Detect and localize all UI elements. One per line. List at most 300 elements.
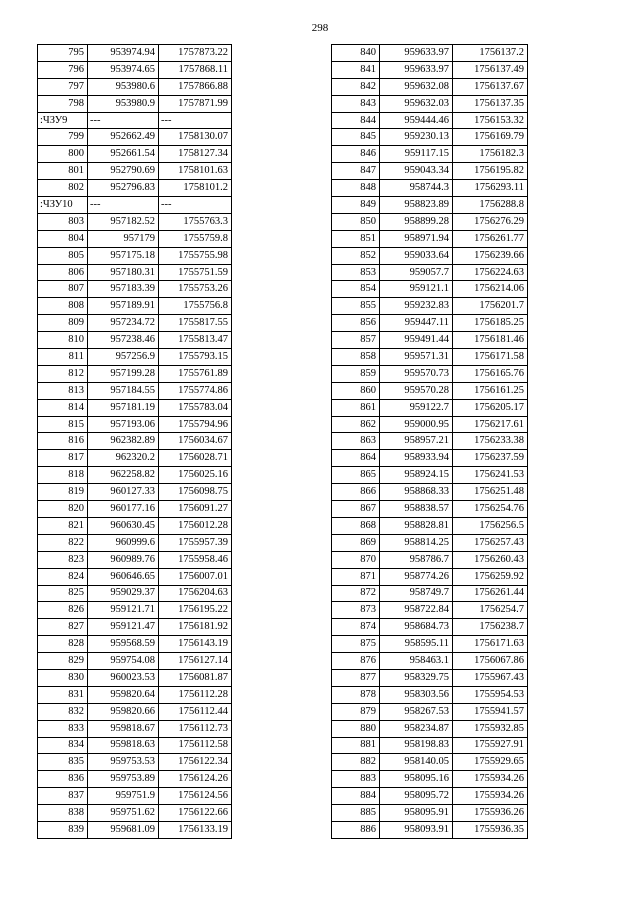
y-coordinate-cell: 1756257.43: [453, 534, 528, 551]
y-coordinate-cell: 1756195.22: [159, 602, 232, 619]
coordinates-table-left: [37, 44, 232, 839]
table-row: [332, 720, 528, 737]
point-number-cell: 836: [38, 771, 88, 788]
point-number-cell: 799: [38, 129, 88, 146]
x-coordinate-cell: 959818.63: [88, 737, 159, 754]
y-coordinate-cell: 1755936.26: [453, 805, 528, 822]
point-number-cell: 876: [332, 653, 380, 670]
x-coordinate-cell: 959751.62: [88, 805, 159, 822]
table-row: [38, 636, 232, 653]
point-number-cell: :ЧЗУ9: [38, 112, 88, 129]
y-coordinate-cell: 1756182.3: [453, 146, 528, 163]
point-number-cell: 858: [332, 349, 380, 366]
y-coordinate-cell: 1756276.29: [453, 213, 528, 230]
table-row: [38, 467, 232, 484]
x-coordinate-cell: 958303.56: [380, 686, 453, 703]
point-number-cell: 819: [38, 484, 88, 501]
y-coordinate-cell: 1755783.04: [159, 399, 232, 416]
y-coordinate-cell: 1756165.76: [453, 365, 528, 382]
y-coordinate-cell: 1756256.5: [453, 517, 528, 534]
y-coordinate-cell: 1756007.01: [159, 568, 232, 585]
y-coordinate-cell: 1758101.63: [159, 163, 232, 180]
y-coordinate-cell: 1756112.44: [159, 703, 232, 720]
y-coordinate-cell: 1756124.56: [159, 788, 232, 805]
y-coordinate-cell: 1755753.26: [159, 281, 232, 298]
x-coordinate-cell: 959117.15: [380, 146, 453, 163]
point-number-cell: 818: [38, 467, 88, 484]
x-coordinate-cell: 953980.9: [88, 95, 159, 112]
table-row: [38, 230, 232, 247]
y-coordinate-cell: 1756181.46: [453, 332, 528, 349]
table-row: [38, 788, 232, 805]
y-coordinate-cell: 1756161.25: [453, 382, 528, 399]
table-row: [38, 247, 232, 264]
table-row: [332, 332, 528, 349]
point-number-cell: 810: [38, 332, 88, 349]
table-row: [332, 568, 528, 585]
point-number-cell: 854: [332, 281, 380, 298]
point-number-cell: 846: [332, 146, 380, 163]
x-coordinate-cell: 953974.65: [88, 61, 159, 78]
y-coordinate-cell: 1755774.86: [159, 382, 232, 399]
table-row: [38, 399, 232, 416]
point-number-cell: 802: [38, 180, 88, 197]
y-coordinate-cell: 1755927.91: [453, 737, 528, 754]
x-coordinate-cell: 959568.59: [88, 636, 159, 653]
table-row: [332, 281, 528, 298]
table-row: [332, 450, 528, 467]
point-number-cell: 825: [38, 585, 88, 602]
point-number-cell: 874: [332, 619, 380, 636]
x-coordinate-cell: 958868.33: [380, 484, 453, 501]
table-row: [38, 129, 232, 146]
x-coordinate-cell: 953980.6: [88, 78, 159, 95]
table-row: [332, 45, 528, 62]
point-number-cell: 886: [332, 821, 380, 838]
x-coordinate-cell: 959571.31: [380, 349, 453, 366]
coordinates-table-right: [331, 44, 528, 839]
x-coordinate-cell: 958924.15: [380, 467, 453, 484]
y-coordinate-cell: 1756260.43: [453, 551, 528, 568]
table-row: [38, 433, 232, 450]
point-number-cell: 879: [332, 703, 380, 720]
point-number-cell: 831: [38, 686, 88, 703]
point-number-cell: 843: [332, 95, 380, 112]
x-coordinate-cell: 957234.72: [88, 315, 159, 332]
table-row: [332, 95, 528, 112]
table-row: [332, 433, 528, 450]
table-row: [332, 416, 528, 433]
point-number-cell: 839: [38, 821, 88, 838]
x-coordinate-cell: 960989.76: [88, 551, 159, 568]
table-row: [332, 517, 528, 534]
point-number-cell: 821: [38, 517, 88, 534]
y-coordinate-cell: ---: [159, 197, 232, 214]
table-row: [38, 332, 232, 349]
x-coordinate-cell: 959820.64: [88, 686, 159, 703]
table-row: [38, 349, 232, 366]
table-row: [332, 264, 528, 281]
x-coordinate-cell: 958463.1: [380, 653, 453, 670]
table-row: [332, 349, 528, 366]
x-coordinate-cell: 960999.6: [88, 534, 159, 551]
table-row: [332, 315, 528, 332]
x-coordinate-cell: ---: [88, 197, 159, 214]
y-coordinate-cell: 1756254.7: [453, 602, 528, 619]
point-number-cell: 812: [38, 365, 88, 382]
point-number-cell: 866: [332, 484, 380, 501]
y-coordinate-cell: 1756124.26: [159, 771, 232, 788]
table-row: [332, 737, 528, 754]
y-coordinate-cell: 1756137.49: [453, 61, 528, 78]
y-coordinate-cell: 1755929.65: [453, 754, 528, 771]
x-coordinate-cell: 957175.18: [88, 247, 159, 264]
x-coordinate-cell: 958744.3: [380, 180, 453, 197]
point-number-cell: 817: [38, 450, 88, 467]
x-coordinate-cell: 962382.89: [88, 433, 159, 450]
table-row: [38, 416, 232, 433]
y-coordinate-cell: ---: [159, 112, 232, 129]
x-coordinate-cell: 957189.91: [88, 298, 159, 315]
point-number-cell: 849: [332, 197, 380, 214]
table-row: [332, 197, 528, 214]
table-row: [332, 754, 528, 771]
x-coordinate-cell: 958095.16: [380, 771, 453, 788]
x-coordinate-cell: 960646.65: [88, 568, 159, 585]
point-number-cell: 840: [332, 45, 380, 62]
x-coordinate-cell: 959491.44: [380, 332, 453, 349]
y-coordinate-cell: 1756171.63: [453, 636, 528, 653]
point-number-cell: 835: [38, 754, 88, 771]
y-coordinate-cell: 1756293.11: [453, 180, 528, 197]
point-number-cell: 880: [332, 720, 380, 737]
y-coordinate-cell: 1756217.61: [453, 416, 528, 433]
y-coordinate-cell: 1756012.28: [159, 517, 232, 534]
point-number-cell: 878: [332, 686, 380, 703]
table-row: [38, 365, 232, 382]
x-coordinate-cell: 960023.53: [88, 669, 159, 686]
point-number-cell: 847: [332, 163, 380, 180]
x-coordinate-cell: 959633.97: [380, 61, 453, 78]
point-number-cell: 870: [332, 551, 380, 568]
point-number-cell: 873: [332, 602, 380, 619]
x-coordinate-cell: 952661.54: [88, 146, 159, 163]
table-row: [38, 95, 232, 112]
y-coordinate-cell: 1755793.15: [159, 349, 232, 366]
x-coordinate-cell: 958684.73: [380, 619, 453, 636]
y-coordinate-cell: 1755958.46: [159, 551, 232, 568]
point-number-cell: 801: [38, 163, 88, 180]
y-coordinate-cell: 1755967.43: [453, 669, 528, 686]
point-number-cell: 834: [38, 737, 88, 754]
table-row: [332, 636, 528, 653]
table-row: [332, 112, 528, 129]
y-coordinate-cell: 1756127.14: [159, 653, 232, 670]
point-number-cell: 856: [332, 315, 380, 332]
y-coordinate-cell: 1755957.39: [159, 534, 232, 551]
x-coordinate-cell: 958140.05: [380, 754, 453, 771]
point-number-cell: 823: [38, 551, 88, 568]
y-coordinate-cell: 1755934.26: [453, 771, 528, 788]
y-coordinate-cell: 1758127.34: [159, 146, 232, 163]
point-number-cell: 822: [38, 534, 88, 551]
point-number-cell: 841: [332, 61, 380, 78]
point-number-cell: 862: [332, 416, 380, 433]
point-number-cell: :ЧЗУ10: [38, 197, 88, 214]
x-coordinate-cell: 959632.08: [380, 78, 453, 95]
x-coordinate-cell: 960177.16: [88, 501, 159, 518]
point-number-cell: 881: [332, 737, 380, 754]
x-coordinate-cell: 959444.46: [380, 112, 453, 129]
table-row: [38, 298, 232, 315]
point-number-cell: 828: [38, 636, 88, 653]
table-row: [38, 264, 232, 281]
y-coordinate-cell: 1756214.06: [453, 281, 528, 298]
x-coordinate-cell: 958095.91: [380, 805, 453, 822]
y-coordinate-cell: 1755934.26: [453, 788, 528, 805]
point-number-cell: 875: [332, 636, 380, 653]
y-coordinate-cell: 1756133.19: [159, 821, 232, 838]
table-row: [38, 146, 232, 163]
x-coordinate-cell: 958267.53: [380, 703, 453, 720]
x-coordinate-cell: 962320.2: [88, 450, 159, 467]
y-coordinate-cell: 1755761.89: [159, 365, 232, 382]
point-number-cell: 844: [332, 112, 380, 129]
x-coordinate-cell: 953974.94: [88, 45, 159, 62]
table-row: [332, 129, 528, 146]
table-row: [38, 112, 232, 129]
point-number-cell: 855: [332, 298, 380, 315]
table-row: [38, 197, 232, 214]
point-number-cell: 797: [38, 78, 88, 95]
point-number-cell: 809: [38, 315, 88, 332]
table-row: [38, 78, 232, 95]
y-coordinate-cell: 1756201.7: [453, 298, 528, 315]
x-coordinate-cell: 958957.21: [380, 433, 453, 450]
y-coordinate-cell: 1756137.2: [453, 45, 528, 62]
point-number-cell: 827: [38, 619, 88, 636]
x-coordinate-cell: 959121.1: [380, 281, 453, 298]
table-row: [38, 737, 232, 754]
table-row: [332, 602, 528, 619]
x-coordinate-cell: 959029.37: [88, 585, 159, 602]
x-coordinate-cell: 959447.11: [380, 315, 453, 332]
table-row: [332, 467, 528, 484]
x-coordinate-cell: 960127.33: [88, 484, 159, 501]
x-coordinate-cell: 959122.7: [380, 399, 453, 416]
table-row: [332, 653, 528, 670]
y-coordinate-cell: 1755755.98: [159, 247, 232, 264]
y-coordinate-cell: 1755756.8: [159, 298, 232, 315]
y-coordinate-cell: 1756185.25: [453, 315, 528, 332]
y-coordinate-cell: 1757873.22: [159, 45, 232, 62]
table-row: [38, 180, 232, 197]
y-coordinate-cell: 1755954.53: [453, 686, 528, 703]
y-coordinate-cell: 1756122.66: [159, 805, 232, 822]
table-row: [38, 501, 232, 518]
table-row: [38, 805, 232, 822]
x-coordinate-cell: 958093.91: [380, 821, 453, 838]
table-row: [38, 720, 232, 737]
point-number-cell: 826: [38, 602, 88, 619]
y-coordinate-cell: 1756143.19: [159, 636, 232, 653]
y-coordinate-cell: 1756224.63: [453, 264, 528, 281]
y-coordinate-cell: 1755751.59: [159, 264, 232, 281]
y-coordinate-cell: 1755941.57: [453, 703, 528, 720]
table-row: [332, 180, 528, 197]
point-number-cell: 814: [38, 399, 88, 416]
y-coordinate-cell: 1756112.58: [159, 737, 232, 754]
x-coordinate-cell: 959570.73: [380, 365, 453, 382]
point-number-cell: 804: [38, 230, 88, 247]
table-row: [332, 771, 528, 788]
point-number-cell: 838: [38, 805, 88, 822]
y-coordinate-cell: 1756028.71: [159, 450, 232, 467]
point-number-cell: 877: [332, 669, 380, 686]
table-row: [38, 568, 232, 585]
table-row: [332, 788, 528, 805]
point-number-cell: 816: [38, 433, 88, 450]
point-number-cell: 857: [332, 332, 380, 349]
x-coordinate-cell: 958198.83: [380, 737, 453, 754]
table-row: [38, 771, 232, 788]
point-number-cell: 860: [332, 382, 380, 399]
point-number-cell: 845: [332, 129, 380, 146]
y-coordinate-cell: 1756034.67: [159, 433, 232, 450]
x-coordinate-cell: 957182.52: [88, 213, 159, 230]
table-row: [38, 450, 232, 467]
table-row: [332, 213, 528, 230]
table-row: [332, 298, 528, 315]
x-coordinate-cell: 959121.47: [88, 619, 159, 636]
x-coordinate-cell: 959121.71: [88, 602, 159, 619]
point-number-cell: 867: [332, 501, 380, 518]
x-coordinate-cell: 959232.83: [380, 298, 453, 315]
table-row: [332, 534, 528, 551]
point-number-cell: 830: [38, 669, 88, 686]
x-coordinate-cell: 959753.89: [88, 771, 159, 788]
point-number-cell: 871: [332, 568, 380, 585]
x-coordinate-cell: 959681.09: [88, 821, 159, 838]
y-coordinate-cell: 1756241.53: [453, 467, 528, 484]
x-coordinate-cell: 958828.81: [380, 517, 453, 534]
point-number-cell: 852: [332, 247, 380, 264]
x-coordinate-cell: 952662.49: [88, 129, 159, 146]
table-row: [332, 78, 528, 95]
point-number-cell: 863: [332, 433, 380, 450]
y-coordinate-cell: 1755936.35: [453, 821, 528, 838]
x-coordinate-cell: ---: [88, 112, 159, 129]
x-coordinate-cell: 957180.31: [88, 264, 159, 281]
y-coordinate-cell: 1756254.76: [453, 501, 528, 518]
point-number-cell: 884: [332, 788, 380, 805]
table-row: [38, 619, 232, 636]
y-coordinate-cell: 1758130.07: [159, 129, 232, 146]
table-row: [38, 754, 232, 771]
y-coordinate-cell: 1756261.44: [453, 585, 528, 602]
point-number-cell: 832: [38, 703, 88, 720]
y-coordinate-cell: 1756288.8: [453, 197, 528, 214]
x-coordinate-cell: 959043.34: [380, 163, 453, 180]
x-coordinate-cell: 957179: [88, 230, 159, 247]
point-number-cell: 805: [38, 247, 88, 264]
y-coordinate-cell: 1755759.8: [159, 230, 232, 247]
y-coordinate-cell: 1756112.73: [159, 720, 232, 737]
y-coordinate-cell: 1755794.96: [159, 416, 232, 433]
y-coordinate-cell: 1757866.88: [159, 78, 232, 95]
table-row: [38, 163, 232, 180]
point-number-cell: 861: [332, 399, 380, 416]
x-coordinate-cell: 959057.7: [380, 264, 453, 281]
x-coordinate-cell: 958786.7: [380, 551, 453, 568]
x-coordinate-cell: 958329.75: [380, 669, 453, 686]
table-row: [38, 382, 232, 399]
x-coordinate-cell: 959570.28: [380, 382, 453, 399]
table-row: [332, 163, 528, 180]
table-row: [332, 669, 528, 686]
table-row: [38, 669, 232, 686]
point-number-cell: 885: [332, 805, 380, 822]
point-number-cell: 872: [332, 585, 380, 602]
y-coordinate-cell: 1756067.86: [453, 653, 528, 670]
table-row: [332, 501, 528, 518]
x-coordinate-cell: 958823.89: [380, 197, 453, 214]
table-row: [38, 534, 232, 551]
y-coordinate-cell: 1756238.7: [453, 619, 528, 636]
point-number-cell: 882: [332, 754, 380, 771]
x-coordinate-cell: 958774.26: [380, 568, 453, 585]
table-row: [332, 399, 528, 416]
table-row: [38, 484, 232, 501]
y-coordinate-cell: 1755932.85: [453, 720, 528, 737]
y-coordinate-cell: 1756259.92: [453, 568, 528, 585]
x-coordinate-cell: 959753.53: [88, 754, 159, 771]
point-number-cell: 815: [38, 416, 88, 433]
x-coordinate-cell: 958971.94: [380, 230, 453, 247]
y-coordinate-cell: 1756251.48: [453, 484, 528, 501]
x-coordinate-cell: 957184.55: [88, 382, 159, 399]
table-row: [38, 315, 232, 332]
y-coordinate-cell: 1756098.75: [159, 484, 232, 501]
point-number-cell: 848: [332, 180, 380, 197]
point-number-cell: 813: [38, 382, 88, 399]
point-number-cell: 883: [332, 771, 380, 788]
point-number-cell: 842: [332, 78, 380, 95]
x-coordinate-cell: 957183.39: [88, 281, 159, 298]
y-coordinate-cell: 1757868.11: [159, 61, 232, 78]
y-coordinate-cell: 1756261.77: [453, 230, 528, 247]
point-number-cell: 800: [38, 146, 88, 163]
x-coordinate-cell: 959230.13: [380, 129, 453, 146]
y-coordinate-cell: 1756137.67: [453, 78, 528, 95]
table-row: [38, 585, 232, 602]
x-coordinate-cell: 959633.97: [380, 45, 453, 62]
point-number-cell: 864: [332, 450, 380, 467]
x-coordinate-cell: 958095.72: [380, 788, 453, 805]
table-row: [38, 686, 232, 703]
x-coordinate-cell: 962258.82: [88, 467, 159, 484]
table-row: [38, 45, 232, 62]
x-coordinate-cell: 959033.64: [380, 247, 453, 264]
table-row: [38, 551, 232, 568]
point-number-cell: 807: [38, 281, 88, 298]
x-coordinate-cell: 958838.57: [380, 501, 453, 518]
x-coordinate-cell: 958749.7: [380, 585, 453, 602]
x-coordinate-cell: 959000.95: [380, 416, 453, 433]
point-number-cell: 853: [332, 264, 380, 281]
y-coordinate-cell: 1756169.79: [453, 129, 528, 146]
point-number-cell: 837: [38, 788, 88, 805]
